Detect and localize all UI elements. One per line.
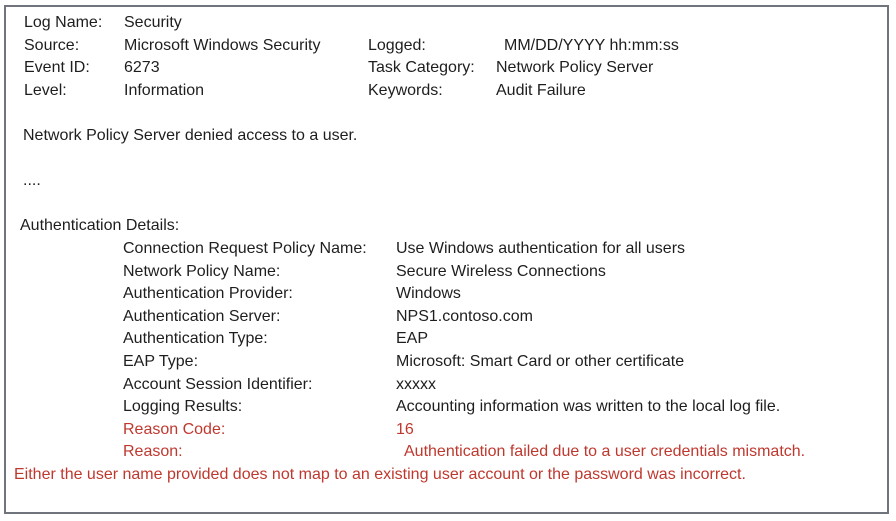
keywords-label: Keywords: xyxy=(368,81,443,99)
auth-row-reason-code xyxy=(6,419,887,442)
logged-value: MM/DD/YYYY hh:mm:ss xyxy=(504,36,679,54)
auth-row-value: Microsoft: Smart Card or other certificate xyxy=(396,352,685,370)
reason-explanation: Either the user name provided does not map to an existing user account or the password was incorrect. xyxy=(14,465,746,483)
task-category-value: Network Policy Server xyxy=(496,59,654,77)
auth-row-authentication-server xyxy=(6,306,887,329)
auth-row-label: Reason: xyxy=(123,443,183,461)
event-id-value: 6273 xyxy=(124,59,160,77)
blank-line xyxy=(6,148,887,171)
event-log-text xyxy=(6,7,887,486)
auth-row-label: EAP Type: xyxy=(123,352,199,370)
header-row-source-logged xyxy=(6,35,887,58)
auth-row-label: Connection Request Policy Name: xyxy=(123,239,367,257)
source-value: Microsoft Windows Security xyxy=(124,36,321,54)
auth-row-account-session-identifier xyxy=(6,374,887,397)
event-id-label: Event ID: xyxy=(24,59,90,77)
auth-row-label: Network Policy Name: xyxy=(123,262,281,280)
auth-row-value: Secure Wireless Connections xyxy=(396,262,606,280)
auth-row-value: NPS1.contoso.com xyxy=(396,307,533,325)
auth-row-label: Reason Code: xyxy=(123,420,226,438)
blank-line xyxy=(6,193,887,216)
auth-row-value: xxxxx xyxy=(396,375,436,393)
event-log-panel xyxy=(4,5,889,514)
auth-row-eap-type xyxy=(6,351,887,374)
auth-row-value: Authentication failed due to a user credentials mismatch. xyxy=(404,443,806,461)
event-message: Network Policy Server denied access to a user. xyxy=(23,126,358,144)
ellipsis-text: .... xyxy=(23,172,41,190)
auth-row-label: Authentication Server: xyxy=(123,307,281,325)
auth-row-value: Use Windows authentication for all users xyxy=(396,239,686,257)
blank-line xyxy=(6,102,887,125)
auth-row-label: Authentication Type: xyxy=(123,330,268,348)
auth-details-heading: Authentication Details: xyxy=(20,217,180,235)
auth-row-connection-request-policy-name xyxy=(6,238,887,261)
auth-row-authentication-provider xyxy=(6,283,887,306)
level-value: Information xyxy=(124,81,205,99)
task-category-label: Task Category: xyxy=(368,59,475,77)
auth-row-authentication-type xyxy=(6,328,887,351)
auth-row-network-policy-name xyxy=(6,261,887,284)
auth-row-label: Logging Results: xyxy=(123,398,243,416)
source-label: Source: xyxy=(24,36,80,54)
auth-row-value: 16 xyxy=(396,420,414,438)
auth-row-reason xyxy=(6,441,887,464)
level-label: Level: xyxy=(24,81,67,99)
log-name-label: Log Name: xyxy=(24,14,103,31)
auth-row-value: Windows xyxy=(396,285,461,303)
log-name-value: Security xyxy=(124,14,182,31)
header-row-level-keywords xyxy=(6,80,887,103)
header-row-log-name xyxy=(6,12,887,35)
auth-row-value: EAP xyxy=(396,330,429,348)
logged-label: Logged: xyxy=(368,36,426,54)
auth-row-label: Authentication Provider: xyxy=(123,285,293,303)
keywords-value: Audit Failure xyxy=(496,81,586,99)
header-row-eventid-taskcategory xyxy=(6,57,887,80)
auth-row-logging-results xyxy=(6,396,887,419)
auth-row-value: Accounting information was written to the local log file. xyxy=(396,398,781,416)
auth-row-label: Account Session Identifier: xyxy=(123,375,313,393)
